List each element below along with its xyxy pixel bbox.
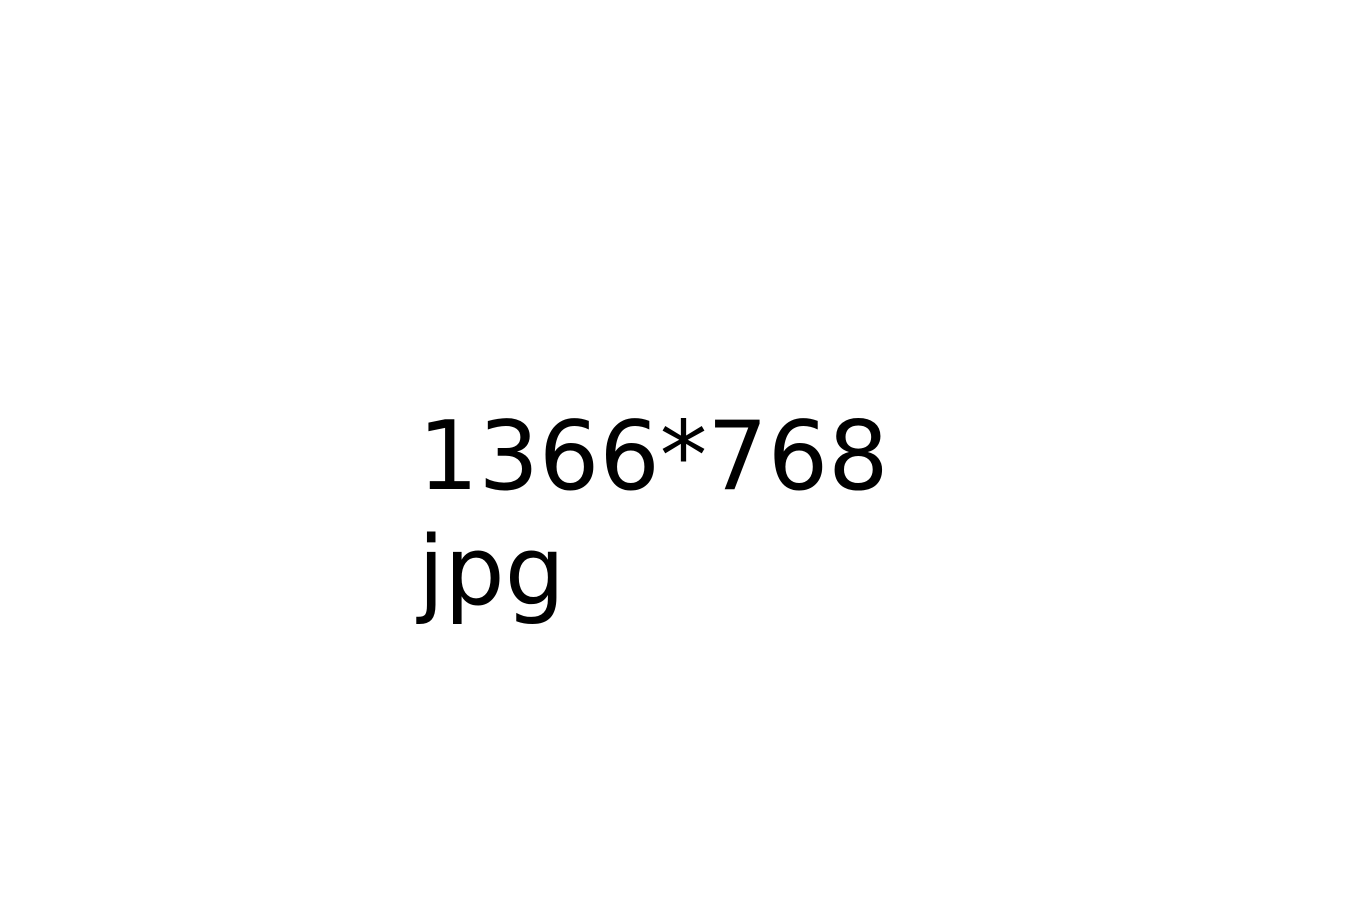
- format-label: jpg: [418, 517, 565, 627]
- dimensions-label: 1366*768: [418, 402, 889, 512]
